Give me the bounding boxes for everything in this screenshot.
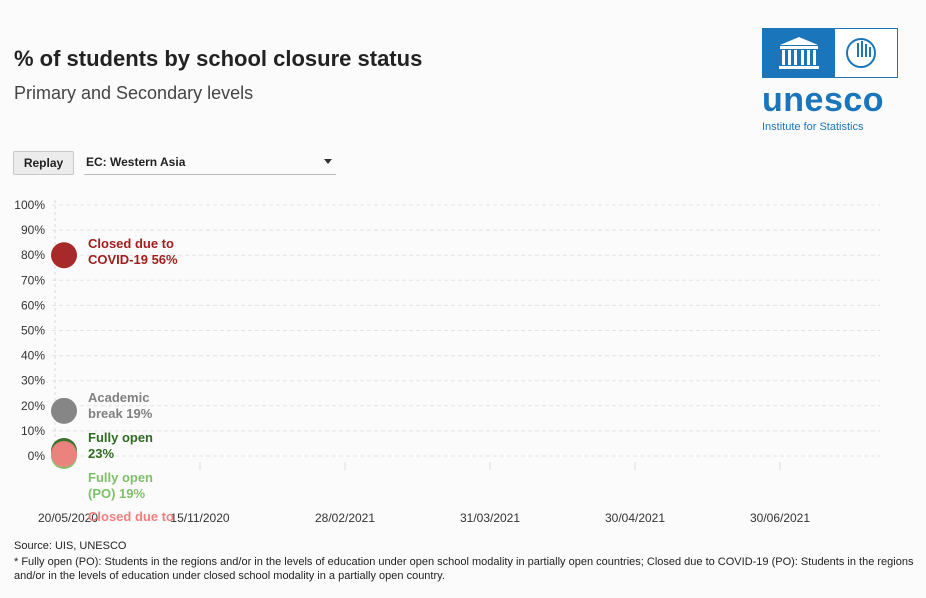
logo-wordmark: unesco xyxy=(762,81,885,119)
x-tick-label: 31/03/2021 xyxy=(459,511,521,525)
y-tick-label: 50% xyxy=(20,323,45,338)
footnote: * Fully open (PO): Students in the regions and/or in the levels of education under open school modality in partially open countries; Closed due to COVID-19 (PO): Students in the regions and/or in the levels of education under closed school modality in a partially open country. xyxy=(14,556,914,582)
point-label: 23% xyxy=(88,446,115,461)
x-tick-label: 30/04/2021 xyxy=(604,511,666,525)
x-tick-label: 30/06/2021 xyxy=(749,511,811,525)
uis-icon xyxy=(843,35,883,71)
point-label: Closed due to xyxy=(88,236,174,251)
y-tick-label: 90% xyxy=(20,223,45,238)
x-tick-label: 20/05/2020 xyxy=(37,511,99,525)
y-tick-label: 30% xyxy=(20,373,45,388)
point-1 xyxy=(51,242,77,268)
replay-button[interactable]: Replay xyxy=(13,151,74,175)
y-tick-label: 20% xyxy=(20,398,45,413)
chart-point-labels xyxy=(88,236,178,524)
point-label: Academic xyxy=(88,390,150,405)
y-tick-label: 10% xyxy=(20,423,45,438)
logo-subtitle: Institute for Statistics xyxy=(762,121,864,133)
point-label: (PO) 19% xyxy=(88,486,146,501)
point-label: break 19% xyxy=(88,406,153,421)
chevron-down-icon xyxy=(324,159,332,164)
point-label: Fully open xyxy=(88,470,153,485)
chart-subtitle: Primary and Secondary levels xyxy=(14,83,254,103)
unesco-emblem xyxy=(762,28,898,78)
point-2 xyxy=(51,398,77,424)
chart-grid xyxy=(52,200,880,464)
region-select[interactable] xyxy=(84,151,336,175)
y-tick-label: 100% xyxy=(14,198,45,212)
y-tick-label: 70% xyxy=(20,273,45,288)
chart-title: % of students by school closure status xyxy=(14,46,423,71)
y-tick-label: 40% xyxy=(20,348,45,363)
point-label: Closed due to xyxy=(88,509,174,524)
y-tick-label: 80% xyxy=(20,248,45,263)
source-note: Source: UIS, UNESCO xyxy=(14,540,127,552)
x-tick-label: 15/11/2020 xyxy=(170,511,230,525)
point-label: Fully open xyxy=(88,430,153,445)
x-tick-label: 28/02/2021 xyxy=(314,511,376,525)
region-select-value: EC: Western Asia xyxy=(86,155,186,169)
point-5 xyxy=(51,441,77,467)
chart xyxy=(0,190,926,535)
point-label: COVID-19 56% xyxy=(88,252,178,267)
y-tick-label: 0% xyxy=(27,449,45,463)
temple-icon xyxy=(763,29,835,77)
y-axis xyxy=(14,198,45,463)
y-tick-label: 60% xyxy=(20,298,45,313)
unesco-logo xyxy=(762,28,902,138)
